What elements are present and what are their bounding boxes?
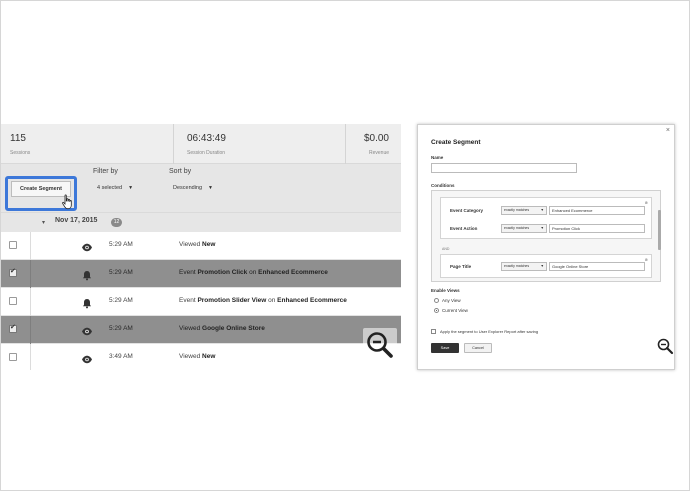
bell-icon xyxy=(81,268,93,279)
timeline-line xyxy=(30,260,31,288)
match-type-value: exactly matches xyxy=(504,264,530,268)
dialog-title: Create Segment xyxy=(431,139,481,146)
segment-name-input[interactable] xyxy=(431,163,577,173)
condition-value-input[interactable]: Google Online Store xyxy=(549,262,645,271)
row-checkbox[interactable] xyxy=(9,297,17,305)
chevron-down-icon: ▼ xyxy=(540,226,544,230)
apply-to-user-explorer-label: Apply the segment to User Explorer Report after saving xyxy=(440,329,539,334)
enable-views-label: Enable Views xyxy=(431,288,460,293)
condition-field: Event Action xyxy=(450,226,478,231)
event-connector: on xyxy=(266,297,278,304)
sort-dropdown[interactable] xyxy=(169,180,217,196)
match-type-value: exactly matches xyxy=(504,226,530,230)
event-primary: Promotion Slider View xyxy=(197,297,267,304)
event-count-badge: 12 xyxy=(111,218,122,227)
event-primary: Google Online Store xyxy=(202,325,265,332)
match-type-select[interactable] xyxy=(501,206,547,215)
timeline-line xyxy=(30,288,31,316)
match-type-value: exactly matches xyxy=(504,208,530,212)
stat-value: 115 xyxy=(10,133,26,144)
bell-icon xyxy=(81,296,93,307)
stat-sessions xyxy=(1,124,173,164)
event-description xyxy=(179,297,347,304)
timeline-line xyxy=(30,344,31,370)
zoom-out-icon[interactable] xyxy=(656,337,674,355)
sort-by-label: Sort by xyxy=(169,168,192,175)
event-time: 5:29 AM xyxy=(109,269,133,276)
current-view-radio[interactable] xyxy=(434,308,439,313)
stat-value: 06:43:49 xyxy=(187,133,226,144)
condition-value-input[interactable]: Promotion Click xyxy=(549,224,645,233)
event-prefix: Viewed xyxy=(179,241,203,248)
event-connector: on xyxy=(247,269,259,276)
stat-label: Session Duration xyxy=(187,150,226,156)
chevron-down-icon: ▼ xyxy=(540,264,544,268)
event-prefix: Viewed xyxy=(179,353,203,360)
condition-group xyxy=(440,197,652,239)
match-type-select[interactable] xyxy=(501,262,547,271)
chevron-down-icon: ▼ xyxy=(128,185,134,191)
eye-icon xyxy=(81,352,93,363)
conditions-label: Conditions xyxy=(431,183,455,188)
event-time: 5:29 AM xyxy=(109,297,133,304)
row-checkbox[interactable] xyxy=(9,325,17,333)
sort-dropdown-value: Descending xyxy=(173,185,203,191)
activity-row[interactable] xyxy=(1,232,401,260)
stat-session-duration xyxy=(173,124,345,164)
row-checkbox[interactable] xyxy=(9,353,17,361)
stat-value: $0.00 xyxy=(363,133,389,144)
event-time: 5:29 AM xyxy=(109,241,133,248)
hand-cursor-icon xyxy=(61,194,75,210)
eye-icon xyxy=(81,240,93,251)
apply-to-user-explorer-checkbox[interactable] xyxy=(431,329,436,334)
activity-row[interactable] xyxy=(1,288,401,316)
filter-dropdown[interactable] xyxy=(93,180,137,196)
stat-label: Revenue xyxy=(368,150,389,156)
close-icon[interactable]: × xyxy=(665,127,670,134)
chevron-down-icon: ▼ xyxy=(208,185,213,191)
event-description xyxy=(179,353,215,360)
event-description xyxy=(179,325,265,332)
event-time: 5:29 AM xyxy=(109,325,133,332)
event-secondary: Enhanced Ecommerce xyxy=(258,269,328,276)
any-view-label: Any View xyxy=(442,298,461,303)
event-primary: New xyxy=(202,241,216,248)
remove-condition-icon[interactable]: ⊗ xyxy=(644,257,648,262)
collapse-chevron-icon[interactable]: ▾ xyxy=(42,220,46,226)
filter-by-label: Filter by xyxy=(93,168,118,175)
remove-condition-icon[interactable]: ⊗ xyxy=(644,200,648,205)
conditions-box xyxy=(431,190,661,282)
any-view-radio[interactable] xyxy=(434,298,439,303)
date-group-label: Nov 17, 2015 xyxy=(55,217,98,224)
user-explorer-panel xyxy=(1,124,401,370)
activity-row[interactable] xyxy=(1,344,401,370)
event-prefix: Event xyxy=(179,297,198,304)
event-description xyxy=(179,241,215,248)
create-segment-button[interactable]: Create Segment xyxy=(11,181,71,197)
condition-value-input[interactable]: Enhanced Ecommerce xyxy=(549,206,645,215)
stat-label: Sessions xyxy=(10,150,31,156)
activity-row[interactable] xyxy=(1,260,401,288)
row-checkbox[interactable] xyxy=(9,269,17,277)
condition-field: Event Category xyxy=(450,208,484,213)
event-prefix: Viewed xyxy=(179,325,203,332)
filter-toolbar xyxy=(1,164,401,212)
condition-field: Page Title xyxy=(450,264,472,269)
timeline-line xyxy=(30,232,31,260)
eye-icon xyxy=(81,324,93,335)
activity-row[interactable] xyxy=(1,316,401,344)
match-type-select[interactable] xyxy=(501,224,547,233)
row-checkbox[interactable] xyxy=(9,241,17,249)
conditions-scrollbar[interactable] xyxy=(658,210,661,250)
event-primary: Promotion Click xyxy=(197,269,248,276)
date-group-header[interactable] xyxy=(1,212,401,232)
stats-bar xyxy=(1,124,401,164)
timeline-line xyxy=(30,316,31,344)
event-prefix: Event xyxy=(179,269,198,276)
create-segment-dialog xyxy=(417,124,675,370)
event-secondary: Enhanced Ecommerce xyxy=(277,297,347,304)
cancel-button[interactable]: Cancel xyxy=(464,343,492,353)
condition-group xyxy=(440,254,652,278)
and-label: AND xyxy=(442,247,450,251)
zoom-out-icon[interactable] xyxy=(363,328,397,362)
current-view-label: Current View xyxy=(442,308,468,313)
name-label: Name xyxy=(431,155,444,160)
event-time: 3:49 AM xyxy=(109,353,133,360)
save-button[interactable]: Save xyxy=(431,343,459,353)
stat-revenue xyxy=(345,124,401,164)
filter-dropdown-value: 4 selected xyxy=(97,185,123,191)
chevron-down-icon: ▼ xyxy=(540,208,544,212)
event-primary: New xyxy=(202,353,216,360)
event-description xyxy=(179,269,328,276)
